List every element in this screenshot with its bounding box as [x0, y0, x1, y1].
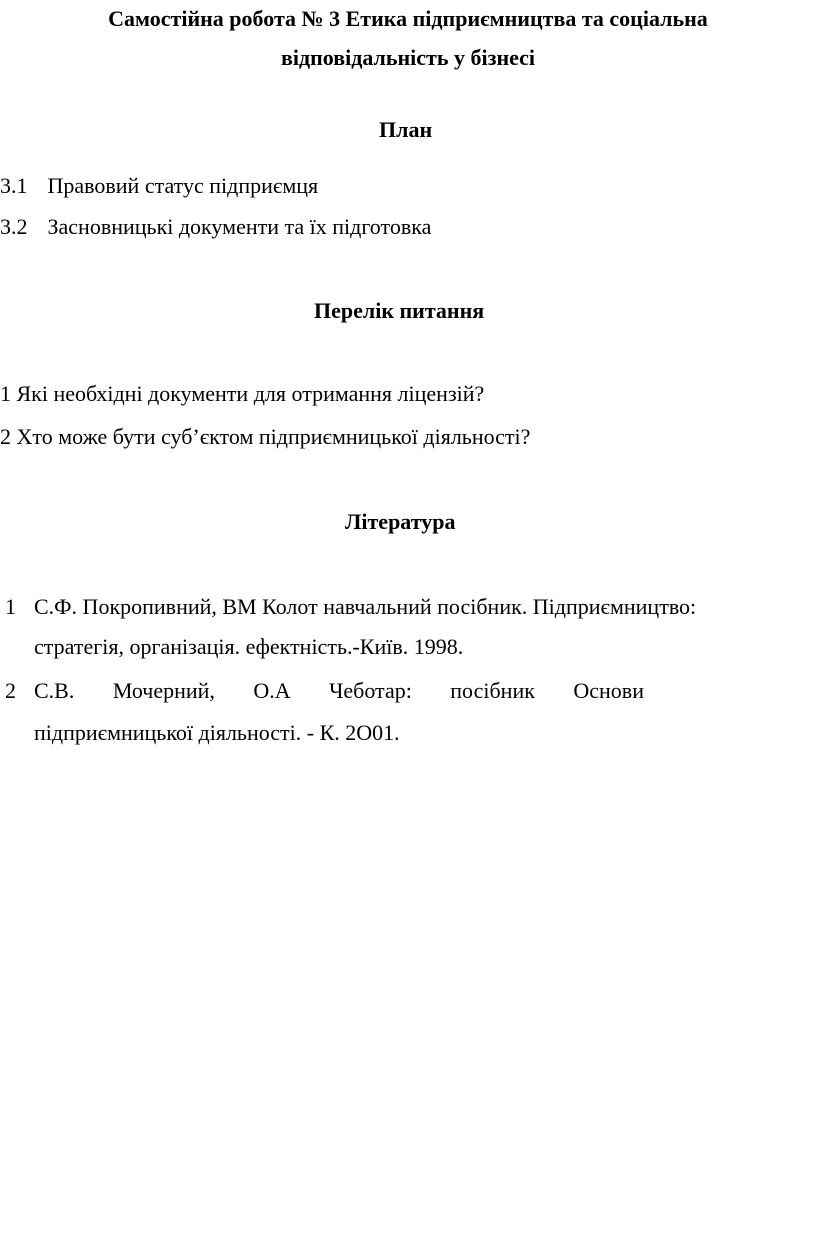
literature-item-2-word: Чеботар:	[329, 678, 412, 703]
questions-heading: Перелік питання	[314, 298, 485, 323]
literature-item-2-word: Мочерний,	[112, 678, 215, 703]
literature-item-2-word: посібник	[450, 678, 535, 703]
plan-item-1-text: Правовий статус підприємця	[47, 173, 319, 198]
literature-heading: Література	[345, 509, 456, 534]
literature-item-2-word: С.В.	[34, 678, 75, 703]
plan-heading: План	[379, 117, 433, 142]
question-item-1: 1 Які необхідні документи для отримання ліцензій?	[0, 381, 485, 406]
plan-item-1	[0, 173, 318, 199]
question-item-2: 2 Хто може бути суб’єктом підприємницької діяльності?	[0, 424, 531, 449]
plan-item-2-number: 3.2	[0, 214, 28, 239]
document-title-line-1: Самостійна робота № 3 Етика підприємництва та соціальна	[108, 6, 708, 31]
document-title-line-2: відповідальність у бізнесі	[280, 45, 536, 70]
plan-item-1-number: 3.1	[0, 173, 28, 198]
literature-item-2-word: О.А	[253, 678, 291, 703]
literature-item-1-line-1: С.Ф. Покропивний, ВМ Колот навчальний посібник. Підприємництво:	[34, 594, 697, 619]
literature-item-2-number: 2	[5, 678, 16, 703]
literature-item-2-line-2: підприємницької діяльності. - К. 2О01.	[34, 720, 400, 745]
literature-item-1-number: 1	[5, 594, 16, 619]
plan-item-2	[0, 214, 431, 240]
literature-item-1-line-2: стратегія, організація. ефектність.-Київ. 1998.	[34, 634, 464, 659]
plan-item-2-text: Засновницькі документи та їх підготовка	[47, 214, 432, 239]
literature-item-2-line-1	[34, 678, 644, 704]
literature-item-2-word: Основи	[573, 678, 644, 703]
